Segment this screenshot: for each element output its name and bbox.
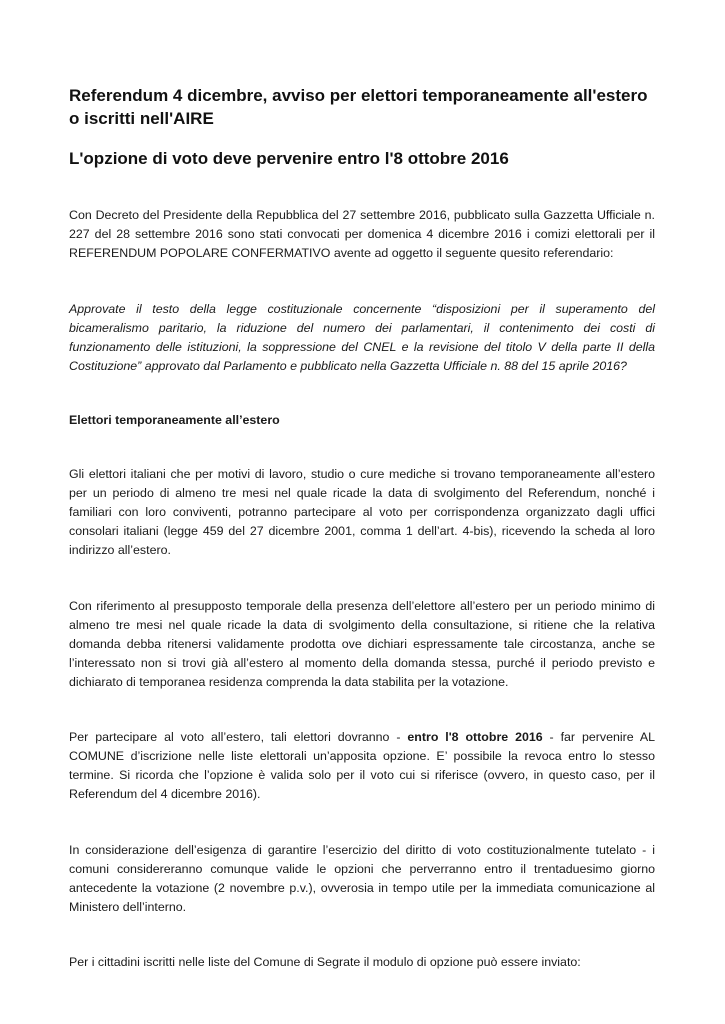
referendum-question: Approvate il testo della legge costituzionale concernente “disposizioni per il superamento del bicameralismo paritario, la riduzione del numero dei parlamentari, il contenimento dei costi di funzionamento delle istituzioni, la soppressione del CNEL e la revisione del titolo V della parte II della Costituzione” approvato dal Parlamento e pubblicato nella Gazzetta Ufficiale n. 88 del 15 aprile 2016?	[69, 302, 655, 373]
section-heading: Elettori temporaneamente all’estero	[69, 413, 280, 427]
document-title: Referendum 4 dicembre, avviso per elettori temporaneamente all'estero o iscritti nell'AIRE	[69, 86, 648, 128]
paragraph-eligibility: Gli elettori italiani che per motivi di lavoro, studio o cure mediche si trovano temporaneamente all’estero per un periodo di almeno tre mesi nel quale ricade la data di svolgimento del Referendum, nonché i familiari con loro conviventi, potranno partecipare al voto per corrispondenza organizzato dagli uffici consolari italiani (legge 459 del 27 dicembre 2001, comma 1 dell’art. 4-bis), ricevendo la scheda al loro indirizzo all’estero.	[69, 467, 655, 557]
intro-paragraph: Con Decreto del Presidente della Repubblica del 27 settembre 2016, pubblicato sulla Gazzetta Ufficiale n. 227 del 28 settembre 2016 sono stati convocati per domenica 4 dicembre 2016 i comizi elettorali per il REFERENDUM POPOLARE CONFERMATIVO avente ad oggetto il seguente quesito referendario:	[69, 208, 655, 260]
paragraph-validity: In considerazione dell’esigenza di garantire l’esercizio del diritto di voto costituzionalmente tutelato - i comuni considereranno comunque valide le opzioni che perverranno entro il trentaduesimo giorno antecedente la votazione (2 novembre p.v.), ovverosia in tempo utile per la immediata comunicazione al Ministero dell’interno.	[69, 843, 655, 914]
deadline-text-after: - far pervenire AL COMUNE d’iscrizione nelle liste elettorali un’apposita opzione. E’ possibile la revoca entro lo stesso termine. Si ricorda che l’opzione è valida solo per il voto cui si riferisce (ovvero, in questo caso, per il Referendum del 4 dicembre 2016).	[69, 730, 656, 801]
paragraph-time-requirement: Con riferimento al presupposto temporale della presenza dell’elettore all’estero per un periodo minimo di almeno tre mesi nel quale ricade la data di svolgimento della consultazione, si ritiene che la relativa domanda debba ritenersi validamente prodotta ove dichiari espressamente tale circostanza, anche se l’interessato non si trovi già all’estero al momento della domanda stessa, purché il periodo previsto e dichiarato di temporanea residenza comprenda la data stabilita per la votazione.	[69, 599, 655, 689]
paragraph-deadline	[69, 728, 655, 804]
document-subtitle: L'opzione di voto deve pervenire entro l'8 ottobre 2016	[69, 149, 509, 168]
document-body	[69, 84, 655, 972]
deadline-date: entro l'8 ottobre 2016	[407, 730, 543, 744]
paragraph-submission: Per i cittadini iscritti nelle liste del Comune di Segrate il modulo di opzione può essere inviato:	[69, 955, 581, 969]
deadline-text-before: Per partecipare al voto all’estero, tali elettori dovranno -	[69, 730, 408, 744]
